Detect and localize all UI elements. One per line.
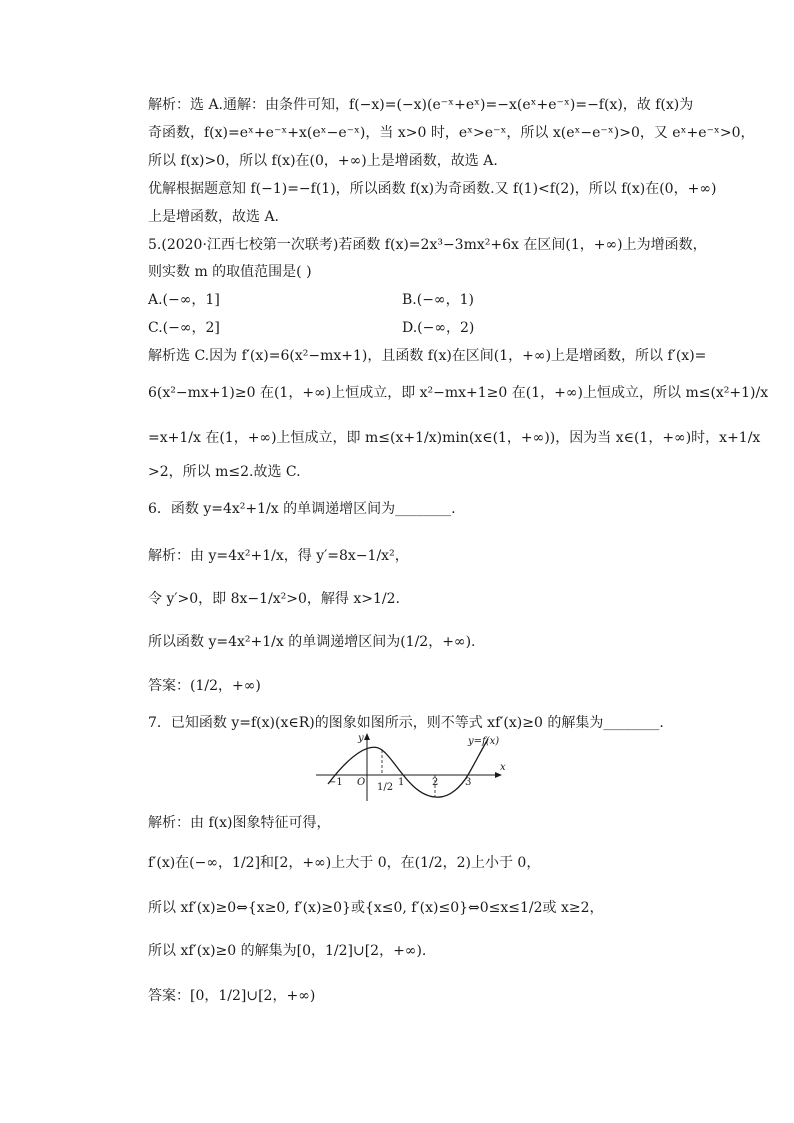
y-axis-arrow <box>364 733 370 740</box>
function-curve <box>328 739 488 797</box>
text-line: 优解根据题意知 f(−1)=−f(1)，所以函数 f(x)为奇函数.又 f(1)<f(2)，所以 f(x)在(0，+∞) <box>148 181 717 197</box>
text-line: 令 y′>0，即 8x−1/x²>0，解得 x>1/2. <box>148 591 400 607</box>
curve-label: y=f(x) <box>468 736 500 747</box>
text-line: 6(x²−mx+1)≥0 在(1，+∞)上恒成立，即 x²−mx+1≥0 在(1，+∞)上恒成立，所以 m≤(x²+1)/x <box>148 385 769 401</box>
text-line: 7．已知函数 y=f(x)(x∈R)的图象如图所示，则不等式 xf′(x)≥0 的解集为________. <box>148 715 664 731</box>
text-line: 解析：由 f(x)图象特征可得， <box>148 815 331 831</box>
tick-label-3: 3 <box>465 777 472 788</box>
text-line: 上是增函数，故选 A. <box>148 209 280 225</box>
text-line: 解析选 C.因为 f′(x)=6(x²−mx+1)，且函数 f(x)在区间(1，+∞)上是增函数，所以 f′(x)= <box>148 348 707 364</box>
text-line: 5.(2020·江西七校第一次联考)若函数 f(x)=2x³−3mx²+6x 在区间(1，+∞)上为增函数， <box>148 237 707 253</box>
tick-label-2: 2 <box>432 777 439 788</box>
text-line: =x+1/x 在(1，+∞)上恒成立，即 m≤(x+1/x)min(x∈(1，+∞))，因为当 x∈(1，+∞)时，x+1/x <box>148 430 761 446</box>
text-line: 所以 xf′(x)≥0⇔{x≥0, f′(x)≥0}或{x≤0, f′(x)≤0}⇔0≤x≤1/2或 x≥2， <box>148 900 604 916</box>
text-line: 奇函数，f(x)=eˣ+e⁻ˣ+x(eˣ−e⁻ˣ)，当 x>0 时，eˣ>e⁻ˣ，所以 x(eˣ−e⁻ˣ)>0，又 eˣ+e⁻ˣ>0， <box>148 125 755 141</box>
y-axis-label: y <box>358 733 364 744</box>
text-line: 所以函数 y=4x²+1/x 的单调递增区间为(1/2，+∞). <box>148 634 476 650</box>
origin-label: O <box>357 777 366 788</box>
text-line: f′(x)在(−∞，1/2]和[2，+∞)上大于 0，在(1/2，2)上小于 0， <box>148 855 541 871</box>
text-line: B.(−∞，1) <box>402 292 474 308</box>
text-line: 答案：[0，1/2]∪[2，+∞) <box>148 988 316 1004</box>
text-line: C.(−∞，2] <box>148 320 220 336</box>
text-line: D.(−∞，2) <box>402 320 475 336</box>
tick-label-half: 1/2 <box>377 782 394 793</box>
text-line: 答案：(1/2，+∞) <box>148 678 261 694</box>
text-line: 所以 f(x)>0，所以 f(x)在(0，+∞)上是增函数，故选 A. <box>148 153 498 169</box>
x-axis-label: x <box>500 762 506 773</box>
text-line: 解析：选 A.通解：由条件可知，f(−x)=(−x)(e⁻ˣ+eˣ)=−x(eˣ+e⁻ˣ)=−f(x)，故 f(x)为 <box>148 97 694 113</box>
text-line: >2，所以 m≤2.故选 C. <box>148 464 301 480</box>
tick-label-neg1: −1 <box>328 777 343 788</box>
text-line: 6．函数 y=4x²+1/x 的单调递增区间为________. <box>148 501 456 517</box>
text-line: 所以 xf′(x)≥0 的解集为[0，1/2]∪[2，+∞). <box>148 943 427 959</box>
text-line: 解析：由 y=4x²+1/x，得 y′=8x−1/x²， <box>148 548 409 564</box>
function-graph <box>310 725 510 805</box>
text-line: A.(−∞，1] <box>148 292 220 308</box>
tick-label-1: 1 <box>398 777 405 788</box>
text-line: 则实数 m 的取值范围是( ) <box>148 264 312 280</box>
